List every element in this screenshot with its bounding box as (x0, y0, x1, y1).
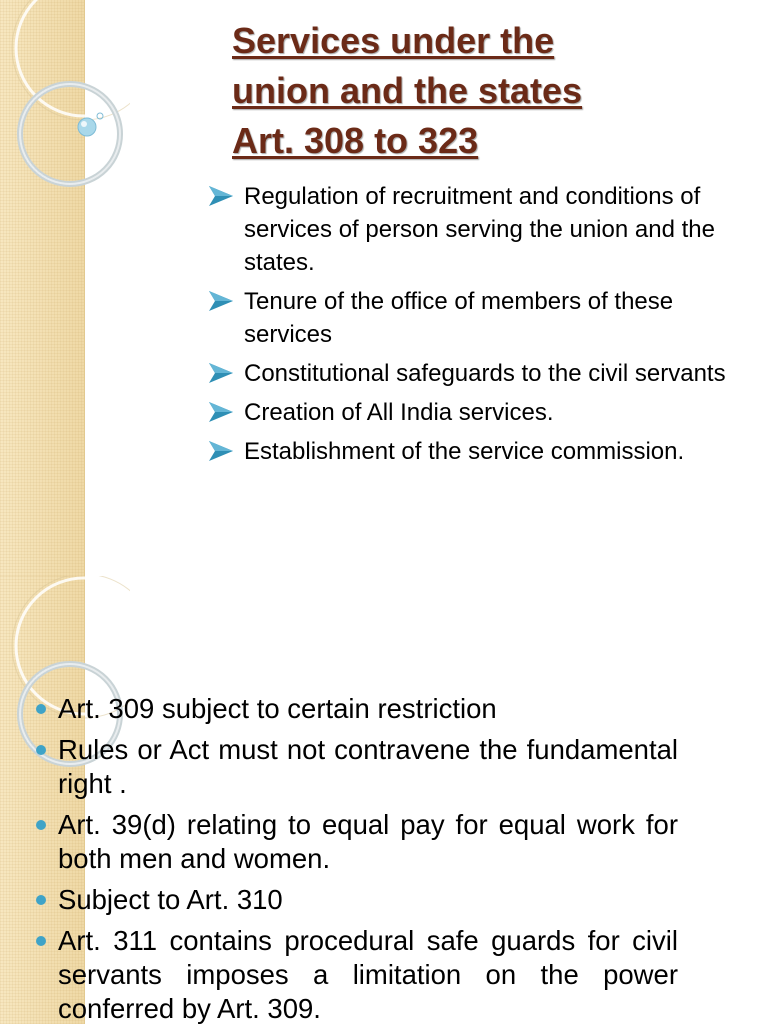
dot-bullet-icon (36, 895, 46, 905)
decorative-circles (0, 0, 130, 200)
list-item-text: Rules or Act must not contravene the fundamental right . (58, 734, 678, 799)
list-item (208, 285, 764, 351)
list-item-text: Art. 309 subject to certain restriction (58, 693, 497, 724)
dot-bullet-icon (36, 745, 46, 755)
arrow-bullet-icon (208, 185, 234, 207)
arrow-bullet-icon (208, 440, 234, 462)
arrow-bullet-icon (208, 290, 234, 312)
list-item (208, 180, 764, 279)
title-line: union and the states (232, 70, 583, 111)
list-item (30, 924, 678, 1024)
list-item (208, 396, 764, 429)
list-item (30, 808, 678, 876)
dot-bullet-icon (36, 704, 46, 714)
list-item-text: Art. 39(d) relating to equal pay for equal work for both men and women. (58, 809, 678, 874)
list-item-text: Constitutional safeguards to the civil servants (244, 360, 726, 387)
list-item (208, 435, 764, 468)
arrow-bullet-icon (208, 362, 234, 384)
list-item (30, 692, 678, 726)
slide-2 (0, 576, 768, 1024)
dot-bullet-list (30, 692, 678, 1024)
dot-bullet-icon (36, 936, 46, 946)
slide-title (232, 16, 752, 166)
title-line: Art. 308 to 323 (232, 120, 479, 161)
list-item-text: Subject to Art. 310 (58, 884, 283, 915)
title-line: Services under the (232, 20, 555, 61)
arrow-bullet-icon (208, 401, 234, 423)
list-item-text: Establishment of the service commission. (244, 438, 685, 465)
dot-bullet-icon (36, 820, 46, 830)
list-item-text: Art. 311 contains procedural safe guards for civil servants imposes a limitation on the power conferred by Art. 309. (58, 925, 678, 1024)
list-item-text: Tenure of the office of members of these services (244, 288, 674, 348)
list-item-text: Creation of All India services. (244, 399, 554, 426)
list-item (30, 883, 678, 917)
list-item-text: Regulation of recruitment and conditions of services of person serving the union and the states. (244, 183, 715, 276)
arrow-bullet-list (208, 180, 764, 474)
list-item (208, 357, 764, 390)
list-item (30, 733, 678, 801)
